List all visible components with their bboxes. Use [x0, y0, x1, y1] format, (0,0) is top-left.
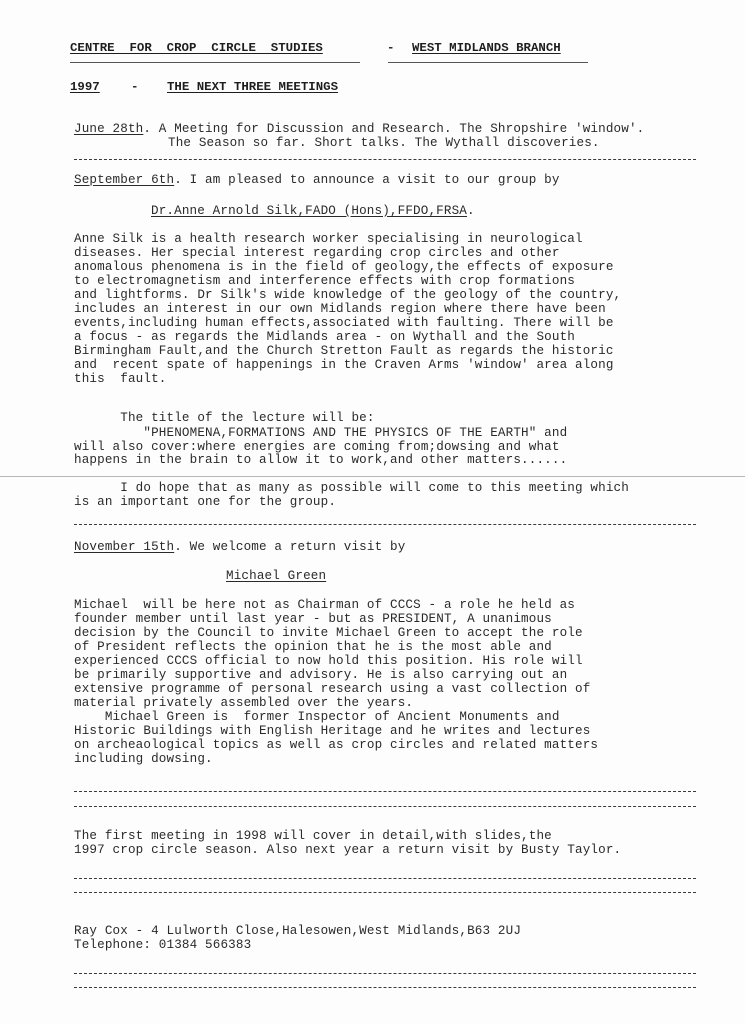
- meeting-june: [74, 122, 644, 136]
- dashed-divider: [74, 973, 696, 974]
- green-bio-line: experienced CCCS official to now hold this position. His role will: [74, 654, 583, 668]
- lecture-line: "PHENOMENA,FORMATIONS AND THE PHYSICS OF THE EARTH" and: [74, 426, 568, 440]
- silk-bio-line: Birmingham Fault,and the Church Stretton Fault as regards the historic: [74, 344, 614, 358]
- meeting-june-line1: . A Meeting for Discussion and Research. The Shropshire 'window'.: [143, 122, 645, 136]
- green-bio-line: be primarily supportive and advisory. He is also carrying out an: [74, 668, 568, 682]
- green-bio-line: extensive programme of personal research using a vast collection of: [74, 682, 591, 696]
- dashed-divider: [74, 892, 696, 893]
- speaker-green: Michael Green: [226, 569, 327, 583]
- silk-bio-line: Anne Silk is a health research worker specialising in neurological: [74, 232, 583, 246]
- future-line: 1997 crop circle season. Also next year a return visit by Busty Taylor.: [74, 843, 622, 857]
- speaker-silk-name: Dr.Anne Arnold Silk,FADO (Hons),FFDO,FRSA: [151, 204, 468, 218]
- speaker-silk-period: .: [467, 204, 475, 218]
- dashed-divider: [74, 791, 696, 792]
- green-bio-line: Historic Buildings with English Heritage and he writes and lectures: [74, 724, 591, 738]
- subtitle-heading: THE NEXT THREE MEETINGS: [167, 80, 339, 94]
- meeting-september-intro: . I am pleased to announce a visit to our group by: [174, 173, 560, 187]
- header-dash: -: [387, 41, 395, 55]
- dashed-divider: [74, 806, 696, 807]
- year-heading: 1997: [70, 80, 100, 94]
- branch-underline: [388, 62, 588, 63]
- silk-bio-line: anomalous phenomena is in the field of geology,the effects of exposure: [74, 260, 614, 274]
- silk-bio-line: diseases. Her special interest regarding crop circles and other: [74, 246, 560, 260]
- contact-address: Ray Cox - 4 Lulworth Close,Halesowen,West Midlands,B63 2UJ: [74, 924, 522, 938]
- silk-bio-line: and lightforms. Dr Silk's wide knowledge of the geology of the country,: [74, 288, 622, 302]
- green-bio-line: material privately assembled over the years.: [74, 696, 414, 710]
- hope-line: I do hope that as many as possible will come to this meeting which: [74, 481, 629, 495]
- green-bio-line: decision by the Council to invite Michael Green to accept the role: [74, 626, 583, 640]
- silk-bio-line: to electromagnetism and interference effects with crop formations: [74, 274, 575, 288]
- future-line: The first meeting in 1998 will cover in detail,with slides,the: [74, 829, 552, 843]
- meeting-september: [74, 173, 560, 187]
- year-dash: -: [131, 80, 139, 94]
- date-september: September 6th: [74, 173, 175, 187]
- org-title: CENTRE FOR CROP CIRCLE STUDIES: [70, 41, 323, 55]
- silk-bio-line: a focus - as regards the Midlands area - on Wythall and the South: [74, 330, 575, 344]
- lecture-line: will also cover:where energies are coming from;dowsing and what: [74, 440, 560, 454]
- green-bio-line: founder member until last year - but as PRESIDENT, A unanimous: [74, 612, 552, 626]
- green-bio-line: on archeaological topics as well as crop circles and related matters: [74, 738, 599, 752]
- meeting-november-intro: . We welcome a return visit by: [174, 540, 406, 554]
- dashed-divider: [74, 878, 696, 879]
- hope-line: is an important one for the group.: [74, 495, 337, 509]
- contact-telephone: Telephone: 01384 566383: [74, 938, 252, 952]
- silk-bio-line: and recent spate of happenings in the Craven Arms 'window' area along: [74, 358, 614, 372]
- meeting-november: [74, 540, 405, 554]
- dashed-divider: [74, 987, 696, 988]
- speaker-silk: [151, 204, 475, 218]
- silk-bio-line: includes an interest in our own Midlands region where there have been: [74, 302, 606, 316]
- green-bio-line: Michael Green is former Inspector of Ancient Monuments and: [74, 710, 560, 724]
- branch-title: WEST MIDLANDS BRANCH: [412, 41, 561, 55]
- date-june: June 28th: [74, 122, 144, 136]
- green-bio-line: of President reflects the opinion that he is the most able and: [74, 640, 552, 654]
- silk-bio-line: events,including human effects,associated with faulting. There will be: [74, 316, 614, 330]
- dashed-divider: [74, 159, 696, 160]
- lecture-line: The title of the lecture will be:: [74, 411, 375, 425]
- lecture-line: happens in the brain to allow it to work,and other matters......: [74, 453, 568, 467]
- meeting-june-line2: The Season so far. Short talks. The Wythall discoveries.: [168, 136, 600, 150]
- page-fold-line: [0, 476, 745, 477]
- green-bio-line: Michael will be here not as Chairman of CCCS - a role he held as: [74, 598, 575, 612]
- dashed-divider: [74, 524, 696, 525]
- header-underline: [70, 62, 360, 63]
- silk-bio-line: this fault.: [74, 372, 167, 386]
- green-bio-line: including dowsing.: [74, 752, 213, 766]
- date-november: November 15th: [74, 540, 175, 554]
